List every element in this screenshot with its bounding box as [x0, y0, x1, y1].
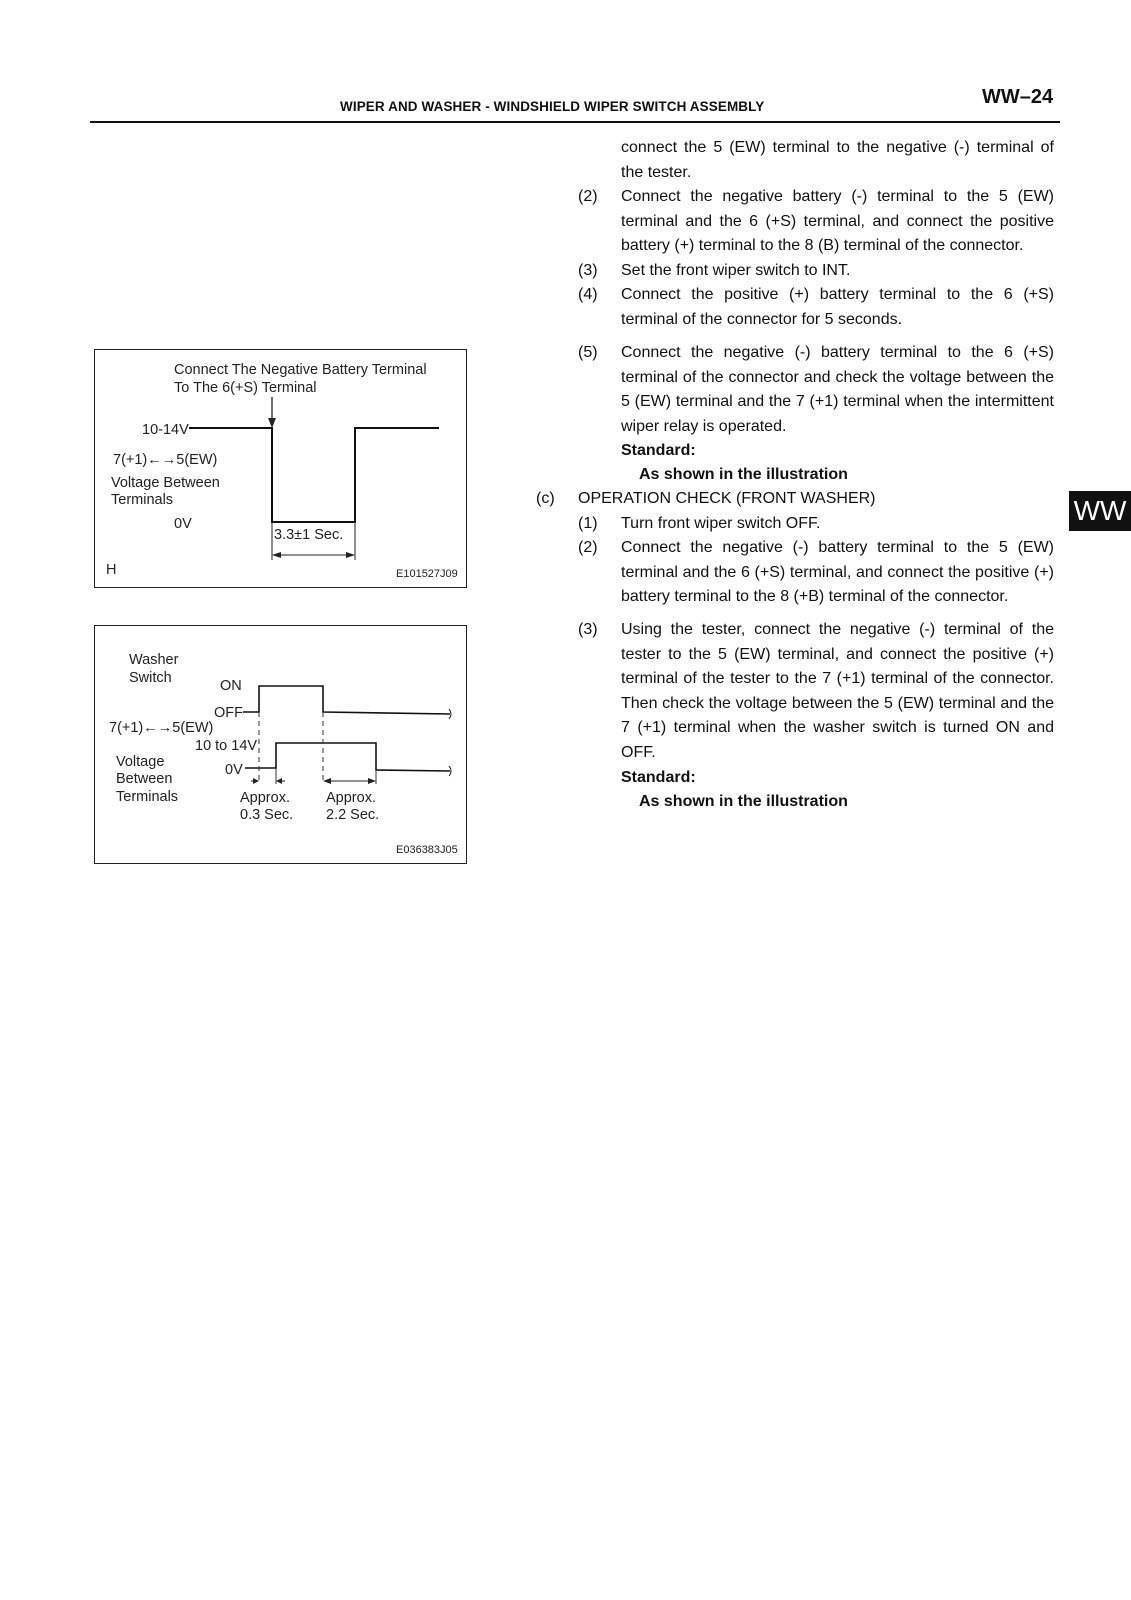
dim2-arrow-left-icon — [323, 778, 331, 784]
step-text: Connect the positive (+) battery terminal to the 6 (+S) terminal of the connector for 5 seconds. — [621, 286, 1054, 328]
step-number: (3) — [578, 262, 598, 279]
off-label: OFF — [214, 705, 243, 721]
standard-value: As shown in the illustration — [639, 466, 848, 483]
waveform-diagram-1 — [95, 350, 466, 587]
terminals-label: 7(+1)←→5(EW) — [113, 452, 218, 468]
step-text: Connect the negative (-) battery terminal to the 5 (EW) terminal and the 6 (+S) terminal, and connect the positive (+) battery terminal to the 8 (+B) terminal of the connector. — [621, 539, 1054, 606]
dimension-arrow-left-icon — [272, 552, 281, 558]
voltage-label-line-2: Terminals — [111, 492, 174, 508]
step-text: Connect the negative battery (-) terminal to the 5 (EW) terminal and the 6 (+S) terminal, and connect the positive battery (+) terminal to the 8 (B) terminal of the connector. — [621, 188, 1054, 255]
approx1-line-2: 0.3 Sec. — [240, 807, 294, 823]
step-number: (1) — [578, 515, 598, 532]
standard-value: As shown in the illustration — [639, 793, 848, 810]
level-low-label: 0V — [174, 516, 192, 532]
step-number: (4) — [578, 286, 598, 303]
terminals-label: 7(+1)←→5(EW) — [109, 720, 214, 736]
voltage-label-line-1: Voltage — [116, 754, 165, 770]
approx2-line-1: Approx. — [326, 790, 376, 806]
voltage-label-line-2: Between — [116, 771, 173, 787]
figure-washer-waveform — [94, 625, 467, 864]
standard-label: Standard: — [621, 769, 696, 786]
step-number: (2) — [578, 539, 598, 556]
dim1-arrow-left-icon — [253, 778, 259, 784]
corner-letter: H — [106, 562, 117, 578]
voltage-waveform — [189, 428, 439, 522]
dimension-arrow-right-icon — [346, 552, 355, 558]
switch-waveform — [243, 686, 450, 714]
washer-label-line-1: Washer — [129, 652, 179, 668]
level-low-label: 0V — [225, 762, 243, 778]
step-text: Set the front wiper switch to INT. — [621, 262, 851, 279]
voltage-label-line-3: Terminals — [116, 789, 179, 805]
header-rule — [90, 121, 1060, 123]
caption-line-1: Connect The Negative Battery Terminal — [174, 362, 427, 378]
voltage-waveform — [245, 743, 450, 771]
step-text: Connect the negative (-) battery terminal to the 6 (+S) terminal of the connector and check the voltage between the 5 (EW) terminal and the 7 (+1) terminal when the intermittent wiper relay is operated. — [621, 344, 1054, 435]
step-text: Using the tester, connect the negative (-) terminal of the tester to the 5 (EW) terminal, and connect the positive (+) terminal of the tester to the 7 (+1) terminal of the connector. Then check the voltage between the 5 (EW) terminal and the 7 (+1) terminal when the washer switch is turned ON and OFF. — [621, 621, 1054, 761]
duration-label: 3.3±1 Sec. — [274, 527, 344, 543]
standard-label: Standard: — [621, 442, 696, 459]
figure-code: E036383J05 — [396, 844, 458, 856]
approx1-line-1: Approx. — [240, 790, 290, 806]
continued-text: connect the 5 (EW) terminal to the negative (-) terminal of the tester. — [621, 139, 1054, 181]
section-tab: WW — [1069, 491, 1131, 531]
section-title: OPERATION CHECK (FRONT WASHER) — [578, 490, 876, 507]
voltage-label-line-1: Voltage Between — [111, 475, 220, 491]
figure-wiper-relay-waveform — [94, 349, 467, 588]
washer-label-line-2: Switch — [129, 670, 172, 686]
waveform-diagram-2 — [95, 626, 466, 863]
level-high-label: 10 to 14V — [195, 738, 258, 754]
page-number: WW–24 — [982, 86, 1054, 108]
level-high-label: 10-14V — [142, 422, 189, 438]
step-number: (3) — [578, 621, 598, 638]
pointer-arrow-icon — [268, 418, 276, 428]
approx2-line-2: 2.2 Sec. — [326, 807, 380, 823]
figure-code: E101527J09 — [396, 568, 458, 580]
dim1-arrow-right-icon — [276, 778, 282, 784]
section-number: (c) — [536, 490, 555, 507]
caption-line-2: To The 6(+S) Terminal — [174, 380, 317, 396]
dim2-arrow-right-icon — [368, 778, 376, 784]
header-title: WIPER AND WASHER - WINDSHIELD WIPER SWITCH ASSEMBLY — [340, 99, 765, 114]
step-text: Turn front wiper switch OFF. — [621, 515, 821, 532]
on-label: ON — [220, 678, 242, 694]
step-number: (2) — [578, 188, 598, 205]
step-number: (5) — [578, 344, 598, 361]
